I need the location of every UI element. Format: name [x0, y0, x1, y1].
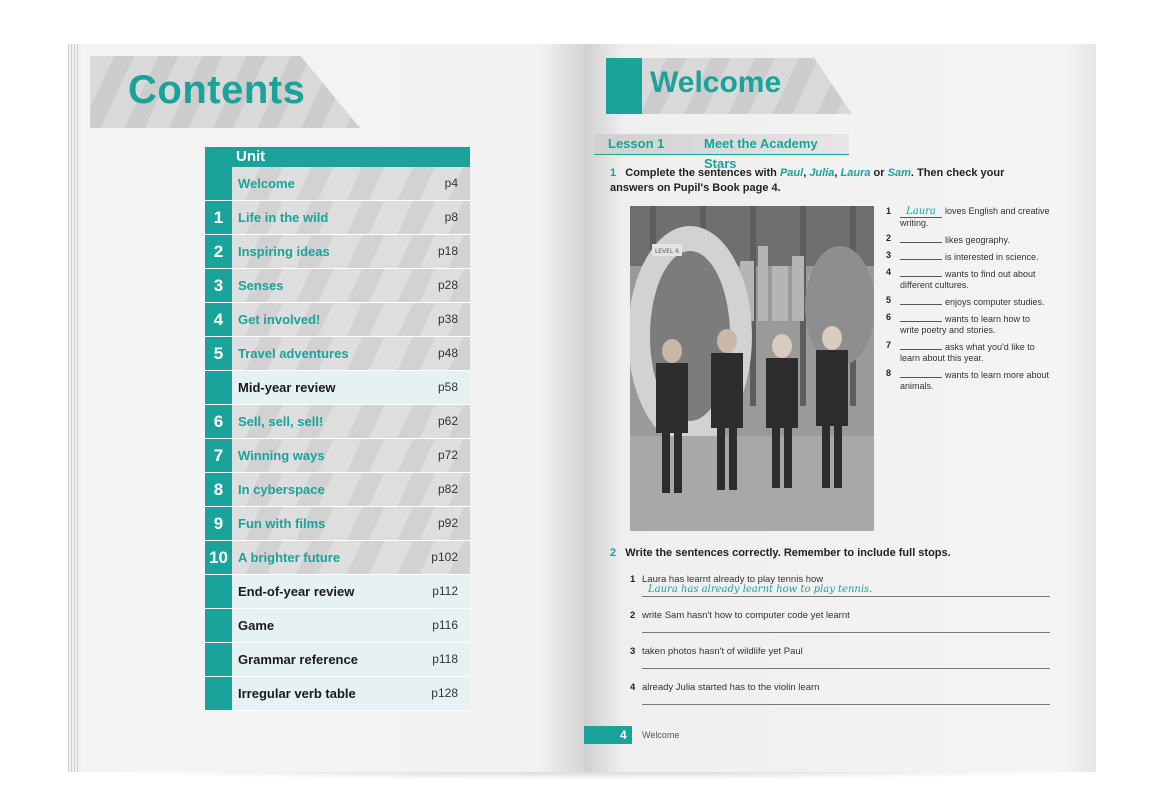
answer-blank[interactable]	[900, 267, 942, 277]
contents-row	[205, 201, 470, 235]
unit-page: p58	[437, 380, 458, 394]
unit-page: p128	[431, 686, 458, 700]
unit-title: Get involved!	[238, 312, 321, 327]
contents-row	[205, 473, 470, 507]
sentence-item	[886, 206, 1051, 229]
name-julia: Julia	[809, 167, 835, 179]
unit-cell	[232, 473, 470, 506]
unit-title: Travel adventures	[238, 346, 349, 361]
unit-number: 9	[205, 507, 232, 540]
answer-blank[interactable]	[900, 340, 942, 350]
answer-text: Laura has already learnt how to play tennis.	[648, 584, 873, 595]
unit-title: Welcome	[238, 176, 295, 191]
contents-row	[205, 541, 470, 575]
unit-number	[205, 167, 232, 200]
unit-number	[205, 575, 232, 608]
lesson-title: Meet the Academy Stars	[704, 136, 818, 171]
sentence-item	[886, 368, 1051, 392]
students-photo	[630, 206, 874, 531]
item-number: 1	[886, 206, 892, 216]
contents-row	[205, 575, 470, 609]
separator: ,	[803, 167, 810, 179]
instruction-text: . Then check your answers on Pupil's Book page 4.	[610, 167, 1005, 194]
answer-blank[interactable]	[900, 295, 942, 305]
contents-row	[205, 677, 470, 711]
unit-cell	[232, 643, 470, 676]
unit-cell	[232, 269, 470, 302]
sentence-item	[886, 295, 1051, 308]
item-number: 2	[630, 610, 636, 621]
item-number: 6	[886, 312, 892, 322]
item-number: 3	[630, 646, 636, 657]
sentence-item	[886, 233, 1051, 246]
sentence-item	[630, 610, 1050, 646]
header-square	[606, 58, 642, 114]
sentence-text: wants to find out about different cultures.	[900, 269, 1036, 290]
page-edges	[68, 44, 78, 772]
item-number: 2	[886, 233, 892, 243]
unit-cell	[232, 303, 470, 336]
unit-title: Sell, sell, sell!	[238, 414, 324, 429]
unit-title: Fun with films	[238, 516, 326, 531]
unit-title: Life in the wild	[238, 210, 329, 225]
photo-illustration	[630, 206, 874, 531]
unit-number: 5	[205, 337, 232, 370]
item-number: 7	[886, 340, 892, 350]
page-number: 4	[620, 728, 627, 742]
unit-number: 2	[205, 235, 232, 268]
exercise-2-instruction	[610, 546, 1050, 561]
unit-title: Mid-year review	[238, 380, 336, 395]
contents-row	[205, 303, 470, 337]
item-number: 1	[630, 574, 636, 585]
sentence-item	[630, 682, 1050, 718]
answer-field[interactable]: Laura	[900, 206, 942, 218]
unit-page: p72	[437, 448, 458, 462]
unit-number	[205, 609, 232, 642]
lesson-label: Lesson 1	[608, 136, 665, 151]
unit-page: p116	[432, 618, 458, 632]
unit-cell	[232, 371, 470, 404]
unit-cell	[232, 201, 470, 234]
unit-cell	[232, 337, 470, 370]
unit-page: p38	[437, 312, 458, 326]
sentence-item	[886, 250, 1051, 263]
page-title: Welcome	[650, 66, 782, 99]
lesson-bar	[594, 134, 849, 171]
answer-line[interactable]	[642, 704, 1050, 705]
unit-number: 1	[205, 201, 232, 234]
exercise-1-instruction	[610, 166, 1050, 196]
contents-page	[68, 44, 584, 772]
scrambled-prompt: write Sam hasn't how to computer code yet learnt	[642, 610, 850, 621]
sentence-item	[886, 340, 1051, 364]
exercise-number: 1	[610, 167, 617, 179]
separator: or	[870, 167, 888, 179]
answer-blank[interactable]	[900, 250, 942, 260]
unit-page: p92	[437, 516, 458, 530]
unit-title: Irregular verb table	[238, 686, 356, 701]
contents-row	[205, 167, 470, 201]
separator: ,	[834, 167, 841, 179]
unit-cell	[232, 167, 470, 200]
sentence-text: likes geography.	[945, 235, 1010, 245]
page-title: Contents	[128, 68, 306, 112]
sentence-text: wants to learn how to write poetry and stories.	[900, 314, 1031, 335]
unit-cell	[232, 405, 470, 438]
contents-row	[205, 337, 470, 371]
unit-page: p48	[437, 346, 458, 360]
exercise-number: 2	[610, 547, 617, 559]
unit-title: Inspiring ideas	[238, 244, 330, 259]
item-number: 4	[630, 682, 636, 693]
unit-title: Game	[238, 618, 275, 633]
unit-title: End-of-year review	[238, 584, 355, 599]
contents-row	[205, 507, 470, 541]
unit-cell	[232, 439, 470, 472]
answer-line[interactable]	[642, 632, 1050, 633]
scrambled-prompt: already Julia started has to the violin learn	[642, 682, 820, 693]
unit-number: 4	[205, 303, 232, 336]
sentence-text: is interested in science.	[945, 252, 1039, 262]
unit-page: p8	[444, 210, 458, 224]
unit-number: 3	[205, 269, 232, 302]
instruction-text: Write the sentences correctly. Remember to include full stops.	[625, 547, 951, 559]
answer-blank[interactable]	[900, 368, 942, 378]
welcome-page	[584, 44, 1096, 772]
contents-row	[205, 439, 470, 473]
sentence-text: enjoys computer studies.	[945, 297, 1045, 307]
unit-cell	[232, 235, 470, 268]
unit-number	[205, 371, 232, 404]
answer-line[interactable]	[642, 668, 1050, 669]
item-number: 5	[886, 295, 892, 305]
unit-cell	[232, 677, 470, 710]
unit-page: p4	[444, 176, 458, 190]
unit-number: 7	[205, 439, 232, 472]
contents-row	[205, 405, 470, 439]
item-number: 4	[886, 267, 892, 277]
contents-row	[205, 643, 470, 677]
unit-cell	[232, 609, 470, 642]
unit-page: p28	[437, 278, 458, 292]
unit-cell	[232, 507, 470, 540]
unit-number: 10	[205, 541, 232, 574]
unit-page: p102	[431, 550, 458, 564]
scrambled-prompt: Laura has learnt already to play tennis how	[642, 574, 824, 585]
item-number: 3	[886, 250, 892, 260]
answer-blank[interactable]	[900, 233, 942, 243]
unit-page: p62	[437, 414, 458, 428]
name-laura: Laura	[840, 167, 871, 179]
photo-sign: LEVEL 6	[654, 248, 680, 255]
scrambled-prompt: taken photos hasn't of wildlife yet Paul	[642, 646, 803, 657]
unit-title: Grammar reference	[238, 652, 358, 667]
sentence-item	[630, 574, 1050, 610]
sentence-item	[886, 312, 1051, 336]
unit-number: 8	[205, 473, 232, 506]
unit-page: p112	[432, 584, 458, 598]
sentence-text: asks what you'd like to learn about this year.	[900, 342, 1035, 363]
unit-title: In cyberspace	[238, 482, 325, 497]
unit-number	[205, 677, 232, 710]
contents-row	[205, 269, 470, 303]
instruction-text: Complete the sentences with	[625, 167, 780, 179]
sentence-item	[886, 267, 1051, 291]
unit-title: Senses	[238, 278, 284, 293]
unit-page: p82	[437, 482, 458, 496]
answer-line[interactable]	[642, 596, 1050, 597]
exercise-1-sentences	[886, 206, 1051, 396]
contents-row	[205, 235, 470, 269]
sentence-text: loves English and creative writing.	[900, 206, 1050, 228]
unit-page: p18	[437, 244, 458, 258]
unit-cell	[232, 575, 470, 608]
unit-number: 6	[205, 405, 232, 438]
contents-table	[205, 147, 470, 711]
unit-title: Winning ways	[238, 448, 325, 463]
unit-cell	[232, 541, 470, 574]
exercise-2-sentences	[630, 574, 1050, 718]
answer-blank[interactable]	[900, 312, 942, 322]
contents-row	[205, 371, 470, 405]
name-sam: Sam	[887, 167, 911, 179]
contents-row	[205, 609, 470, 643]
table-header: Unit	[205, 147, 470, 167]
footer-label: Welcome	[642, 730, 680, 740]
unit-title: A brighter future	[238, 550, 341, 565]
name-paul: Paul	[779, 167, 804, 179]
sentence-text: wants to learn more about animals.	[900, 370, 1050, 391]
unit-number	[205, 643, 232, 676]
sentence-item	[630, 646, 1050, 682]
item-number: 8	[886, 368, 892, 378]
unit-page: p118	[432, 652, 458, 666]
